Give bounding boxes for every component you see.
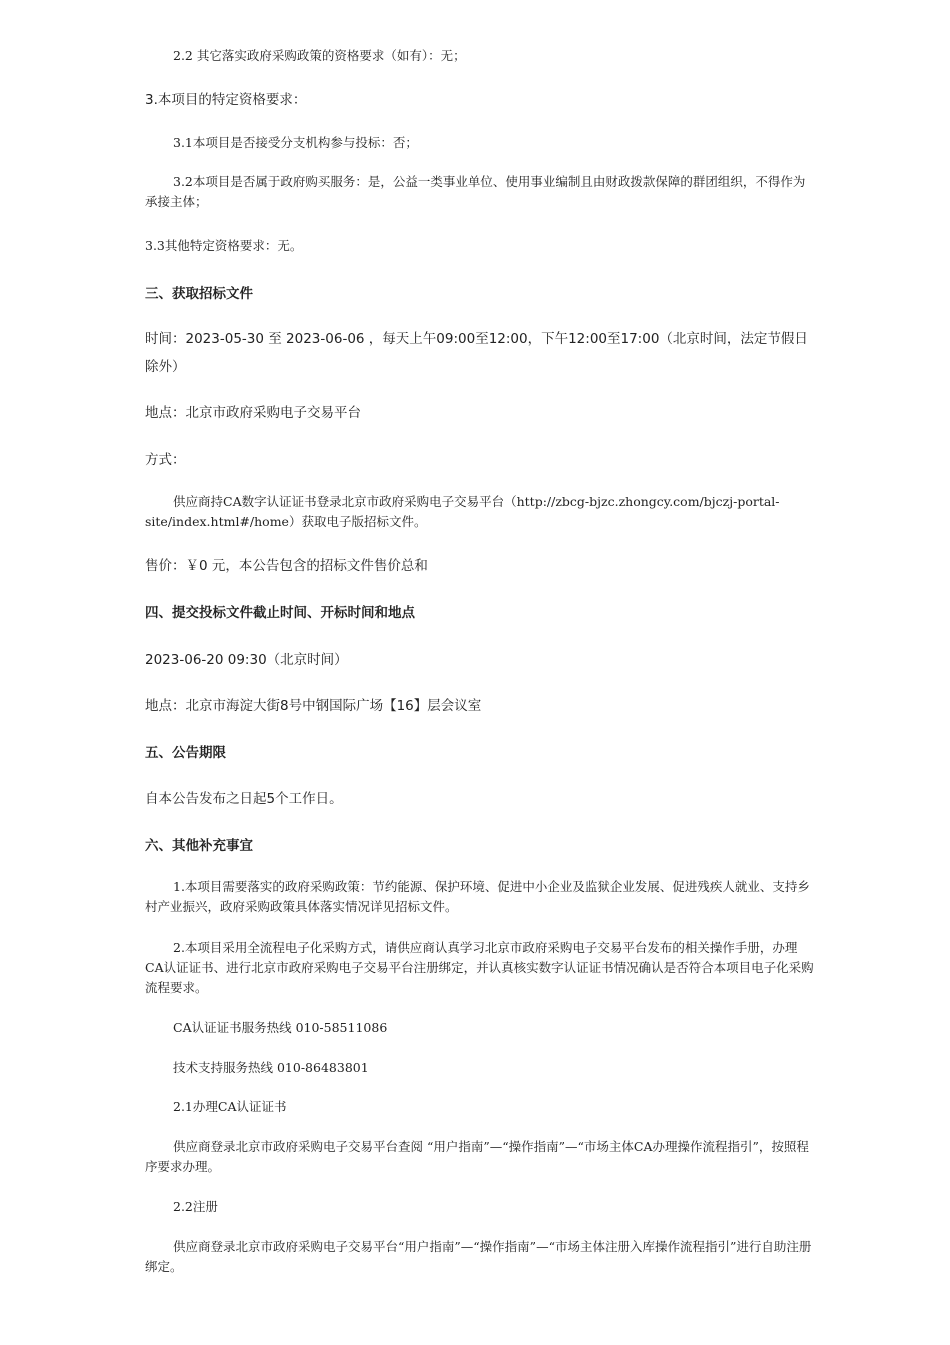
heading-other-matters: 六、其他补充事宜: [145, 838, 253, 854]
paragraph-procurement-policy: 1.本项目需要落实的政府采购政策：节约能源、保护环境、促进中小企业及监狱企业发展、促进残疾人就业、支持乡村产业振兴，政府采购政策具体落实情况详见招标文件。: [145, 879, 810, 914]
paragraph-government-service: 3.2本项目是否属于政府购买服务：是，公益一类事业单位、使用事业编制且由财政拨款保障的群团组织，不得作为承接主体；: [145, 174, 806, 209]
paragraph-ca-certificate-title: 2.1办理CA认证证书: [173, 1099, 287, 1114]
paragraph-opening-location: 地点：北京市海淀大街8号中钢国际广场【16】层会议室: [145, 698, 482, 714]
paragraph-specific-qualification-title: 3.本项目的特定资格要求：: [145, 92, 307, 108]
paragraph-time: 时间：2023-05-30 至 2023-06-06 ，每天上午09:00至12:00，下午12:00至17:00（北京时间，法定节假日除外）: [145, 331, 808, 375]
paragraph-tech-hotline: 技术支持服务热线 010-86483801: [173, 1060, 369, 1075]
paragraph-registration-title: 2.2注册: [173, 1199, 218, 1214]
paragraph-other-specific-qualification: 3.3其他特定资格要求：无。: [145, 238, 303, 253]
paragraph-location: 地点：北京市政府采购电子交易平台: [145, 405, 361, 421]
paragraph-price: 售价：￥0 元，本公告包含的招标文件售价总和: [145, 558, 428, 574]
heading-announcement-period: 五、公告期限: [145, 745, 226, 761]
paragraph-electronic-procurement: 2.本项目采用全流程电子化采购方式，请供应商认真学习北京市政府采购电子交易平台发布的相关操作手册，办理CA认证证书、进行北京市政府采购电子交易平台注册绑定，并认真核实数字认证证书情况确认是否符合本项目电子化采购流程要求。: [145, 940, 814, 995]
paragraph-ca-certificate-detail: 供应商登录北京市政府采购电子交易平台查阅 “用户指南”—“操作指南”—“市场主体CA办理操作流程指引”，按照程序要求办理。: [145, 1139, 809, 1174]
heading-obtain-documents: 三、获取招标文件: [145, 286, 253, 302]
paragraph-registration-detail: 供应商登录北京市政府采购电子交易平台“用户指南”—“操作指南”—“市场主体注册入库操作流程指引”进行自助注册绑定。: [145, 1239, 812, 1274]
heading-submission-deadline: 四、提交投标文件截止时间、开标时间和地点: [145, 605, 415, 621]
paragraph-method-detail: 供应商持CA数字认证证书登录北京市政府采购电子交易平台（http://zbcg-bjzc.zhongcy.com/bjczj-portal-site/index.html#/home）获取电子版招标文件。: [145, 494, 780, 529]
paragraph-method: 方式：: [145, 452, 186, 468]
paragraph-other-qualification: 2.2 其它落实政府采购政策的资格要求（如有）：无；: [173, 48, 466, 63]
paragraph-deadline: 2023-06-20 09:30（北京时间）: [145, 652, 348, 668]
paragraph-branch-participation: 3.1本项目是否接受分支机构参与投标：否；: [173, 135, 418, 150]
paragraph-period: 自本公告发布之日起5个工作日。: [145, 791, 343, 807]
paragraph-ca-hotline: CA认证证书服务热线 010-58511086: [173, 1020, 388, 1035]
